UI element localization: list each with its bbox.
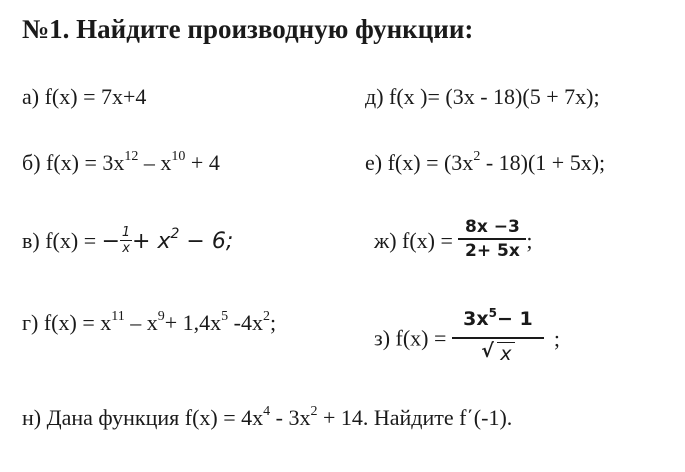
item-g <box>22 310 276 336</box>
item-e-pre: е) f(x) = (3x <box>365 150 474 175</box>
item-g-power-1: 11 <box>111 309 125 324</box>
item-v-numerator: 1 <box>121 225 131 241</box>
item-g-power-4: 2 <box>262 309 270 324</box>
item-n <box>22 405 512 431</box>
item-n-power-1: 4 <box>263 404 271 419</box>
fraction-bar <box>452 337 544 339</box>
item-v <box>22 225 234 257</box>
item-b-mid: – x <box>138 150 172 175</box>
item-a: а) f(x) = 7x+4 <box>22 84 147 109</box>
item-n-power-2: 2 <box>310 404 318 419</box>
item-b-power-2: 10 <box>171 149 186 164</box>
item-v-fraction <box>120 226 132 255</box>
item-n-pre: н) Дана функция f(x) = 4x <box>22 405 264 430</box>
item-zh-post: ; <box>526 228 533 253</box>
item-e <box>365 150 605 176</box>
task-title: №1. Найдите производную функции: <box>22 14 474 44</box>
item-zh-numerator: 8x −3 <box>465 217 520 237</box>
item-z-num-minus: − 1 <box>496 308 533 330</box>
item-e-post: - 18)(1 + 5x); <box>480 150 606 175</box>
item-zh-denominator: 2+ 5x <box>465 241 520 261</box>
item-v-tail: − 6; <box>179 229 234 254</box>
item-v-minus: − <box>101 229 121 254</box>
item-z-radicand: x <box>497 342 514 365</box>
item-b-power-1: 12 <box>124 149 139 164</box>
item-n-post: + 14. Найдите f΄(-1). <box>317 405 513 430</box>
item-z-num-power: 5 <box>488 306 497 320</box>
item-z-denominator <box>452 342 544 365</box>
item-g-m2: + 1,4x <box>164 310 222 335</box>
item-zh-fraction <box>458 218 526 260</box>
item-d: д) f(x )= (3x - 18)(5 + 7x); <box>365 84 600 109</box>
item-g-power-2: 9 <box>157 309 165 324</box>
item-g-m1: – x <box>124 310 158 335</box>
item-z-fraction <box>452 308 544 365</box>
item-v-pre: в) f(x) = <box>22 228 102 253</box>
item-z-pre: з) f(x) = <box>374 325 452 351</box>
item-z-post: ; <box>553 325 561 351</box>
item-e-power: 2 <box>473 149 481 164</box>
item-b <box>22 150 220 176</box>
item-b-post: + 4 <box>185 150 220 175</box>
item-g-post: ; <box>269 310 277 335</box>
item-z <box>374 306 561 367</box>
item-v-denominator: x <box>122 241 130 257</box>
item-g-m3: -4x <box>228 310 263 335</box>
item-b-pre: б) f(x) = 3x <box>22 150 125 175</box>
sqrt-symbol <box>481 342 514 365</box>
fraction-bar <box>458 238 526 240</box>
item-g-power-3: 5 <box>221 309 229 324</box>
item-z-num-base: 3x <box>463 308 489 330</box>
item-v-rest: + x <box>132 229 171 254</box>
radical-sign: √ <box>481 340 494 362</box>
item-zh-pre: ж) f(x) = <box>374 228 459 253</box>
item-n-mid: - 3x <box>270 405 311 430</box>
item-v-power: 2 <box>170 226 180 242</box>
item-zh <box>374 217 533 262</box>
item-z-numerator <box>452 308 544 332</box>
item-g-pre: г) f(x) = x <box>22 310 112 335</box>
